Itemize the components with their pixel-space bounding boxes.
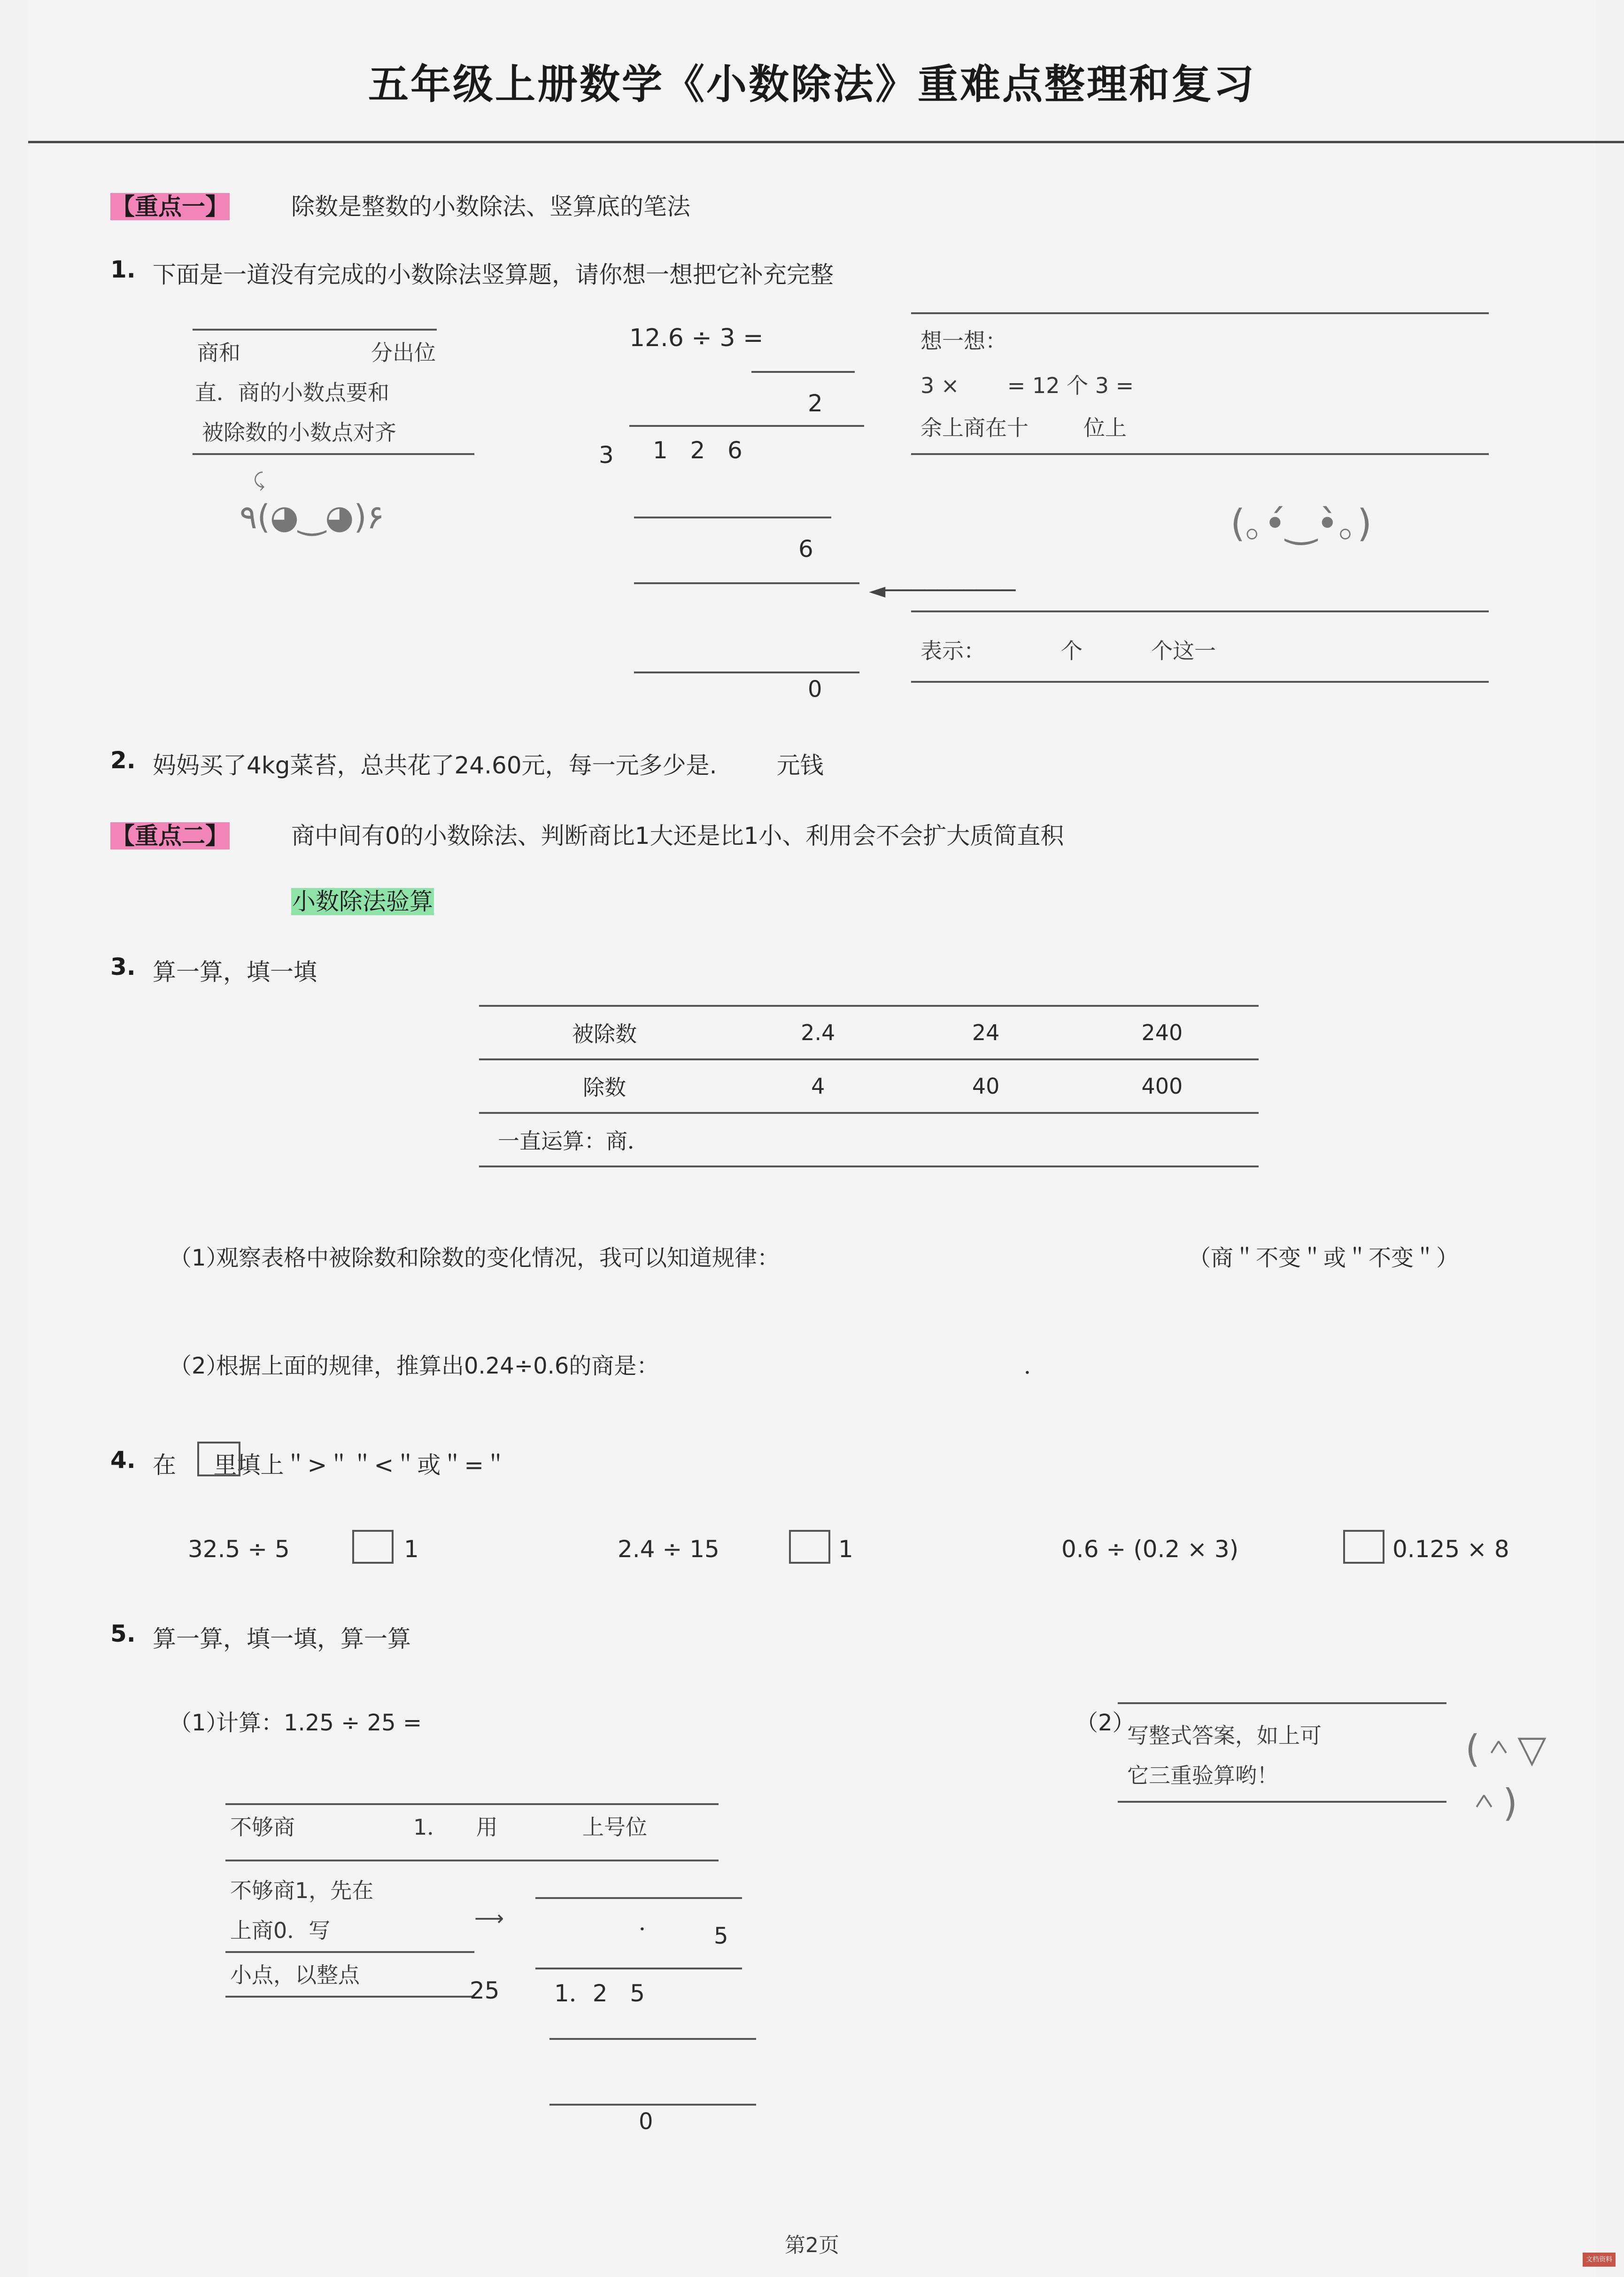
q5-note-line-3 [225,1951,474,1953]
doodle-character-q5: (＾▽＾) [1465,1727,1547,1825]
question-3-sub2-blank: ． [1024,1353,1047,1379]
q5-remainder: 0 [639,2108,653,2135]
q5-division-line-2 [549,2038,756,2040]
left-note-4: 被除数的小数点对齐 [202,420,396,445]
question-2-text: 妈妈买了4kg菜苔，总共花了24.60元，每一元多少是. 元钱 [153,752,824,779]
q5-dividend: 1．2 5 [554,1980,645,2007]
question-1-text: 下面是一道没有完成的小数除法竖算题，请你想一想把它补充完整 [153,261,834,288]
table-cell-r1c1: 2.4 [730,1006,906,1059]
question-4-number: 4. [110,1446,136,1474]
key-point-2-text-2: 小数除法验算 [292,888,433,915]
key-point-1-label: 【重点一】 [111,193,229,220]
right-note-line-bottom [911,681,1489,683]
q5-note-6: 小点，以整点 [230,1962,360,1988]
work-line-2 [634,582,859,584]
q5-note-3: 上号位 [582,1814,647,1840]
division-expression: 12.6 ÷ 3 = [629,324,772,352]
question-4-expr-2: 2.4 ÷ 15 [618,1536,719,1563]
watermark-stamp: 文档资料 [1583,2253,1616,2267]
question-3-sub1-text: 观察表格中被除数和除数的变化情况，我可以知道规律： [216,1245,780,1271]
question-3-number: 3. [110,953,136,980]
question-1-number: 1. [110,256,136,283]
right-note-line-mid [911,453,1489,455]
q5-note-4: 不够商1，先在 [230,1878,374,1903]
table-header-divisor: 除数 [479,1059,730,1113]
q5-division-bar [535,1968,742,1969]
q5-note-2: 1． 用 [413,1814,498,1840]
question-4-expr-1: 32.5 ÷ 5 [188,1536,290,1563]
answer-box-1[interactable] [352,1530,394,1564]
q5-right-line-top [1118,1702,1446,1704]
left-note-3: 直．商的小数点要和 [195,380,389,405]
page-title: 五年级上册数学《小数除法》重难点整理和复习 [368,61,1256,108]
question-5-sub1-text: 计算：1.25 ÷ 25 = [216,1710,422,1736]
right-note-line-low [911,610,1489,612]
question-5-sub2-label: （2） [1075,1710,1135,1736]
key-point-2-label: 【重点二】 [111,822,229,849]
work-row-3: 0 [808,676,822,702]
q5-arrow: ⟶ [474,1907,504,1930]
question-3-sub1-tail: （商＂不变＂或＂不变＂） [1188,1245,1459,1271]
q5-note-1: 不够商 [230,1814,295,1840]
right-note-1: 3 × = 12 个 3 = [920,373,1134,398]
left-note-1: 商和 [197,340,240,365]
division-bar [629,425,864,427]
table-cell-r1c3: 240 [1066,1006,1259,1059]
right-note-title: 想一想： [920,328,1007,354]
question-4-expr-3: 0.6 ÷ (0.2 × 3) [1061,1536,1239,1563]
work-dividend-row: 1 2 6 [653,437,742,464]
right-note-line-top [911,312,1489,314]
q5-quotient: ． [639,1909,662,1936]
right-note-3: 表示： 个 个这一 [920,638,1216,664]
table-cell-r2c2: 40 [906,1059,1065,1113]
key-point-2-text: 商中间有0的小数除法、判断商比1大还是比1小、利用会不会扩大质简直积 [291,822,1064,849]
q5-note-5: 上商0．写 [230,1918,331,1943]
table-row [479,1113,1259,1166]
doodle-character-right: (｡•́‿•̀｡) [1230,502,1372,545]
doodle-arrow-left: ⤹ [254,470,265,491]
q5-division-line-3 [549,2104,756,2106]
table-cell-r2c1: 4 [730,1059,906,1113]
q5-right-line-bottom [1118,1801,1446,1803]
q5-right-note-2: 它三重验算哟！ [1127,1763,1278,1788]
work-divisor: 3 [599,441,614,469]
q5-note-line-2 [225,1860,719,1861]
question-3-sub2-label: （2） [169,1353,229,1379]
table-row [479,1059,1259,1113]
paper-sheet [28,0,1596,2277]
answer-box-2[interactable] [789,1530,830,1564]
q5-note-line-4 [225,1996,474,1998]
question-3-title: 算一算，填一填 [153,958,317,986]
question-5-title: 算一算，填一填，算一算 [153,1625,411,1652]
key-point-1-text: 除数是整数的小数除法、竖算底的笔法 [291,193,690,220]
table-note: 一直运算：商． [479,1113,1259,1166]
arrow-left-pointer: ◄────────── [869,578,1016,603]
work-quotient: 2 [808,390,823,417]
answer-box-3[interactable] [1343,1530,1384,1564]
title-divider [28,141,1624,143]
question-2-number: 2. [110,747,136,774]
quotient-blank-line [751,371,855,373]
q5-right-note-1: 写整式答案，如上可 [1127,1723,1322,1748]
question-3-sub1-label: （1） [169,1245,229,1271]
question-3-sub2-text: 根据上面的规律，推算出0.24÷0.6的商是： [216,1353,659,1379]
right-note-2: 余上商在十 位上 [920,415,1127,440]
question-4-expr-3-tail: 0.125 × 8 [1392,1536,1509,1563]
page-footer: 第2页 [785,2233,839,2257]
question-4-expr-2-tail: 1 [838,1536,853,1563]
answer-box-title[interactable] [197,1442,240,1476]
q5-division-top-line [535,1897,742,1899]
q5-sub: 5 [714,1923,728,1949]
work-line-3 [634,672,859,673]
q5-divisor: 25 [470,1977,500,2004]
question-4-title: 在 里填上＂>＂＂<＂或＂=＂ [153,1451,508,1479]
table-header-dividend: 被除数 [479,1006,730,1059]
work-line-1 [634,517,831,518]
left-note-underline-bottom [193,453,474,455]
question-4-expr-1-tail: 1 [404,1536,419,1563]
table-cell-r1c2: 24 [906,1006,1065,1059]
table-row [479,1006,1259,1059]
left-note-2: 分出位 [371,340,436,365]
question-5-sub1-label: （1） [169,1710,229,1736]
question-5-number: 5. [110,1620,136,1647]
table-cell-r2c3: 400 [1066,1059,1259,1113]
doodle-character-left: ٩(◕‿◕)۶ [240,498,385,536]
data-table [479,1005,1259,1167]
work-row-2: 6 [798,535,813,563]
left-note-underline-top [193,329,437,331]
q5-note-line-1 [225,1803,719,1805]
